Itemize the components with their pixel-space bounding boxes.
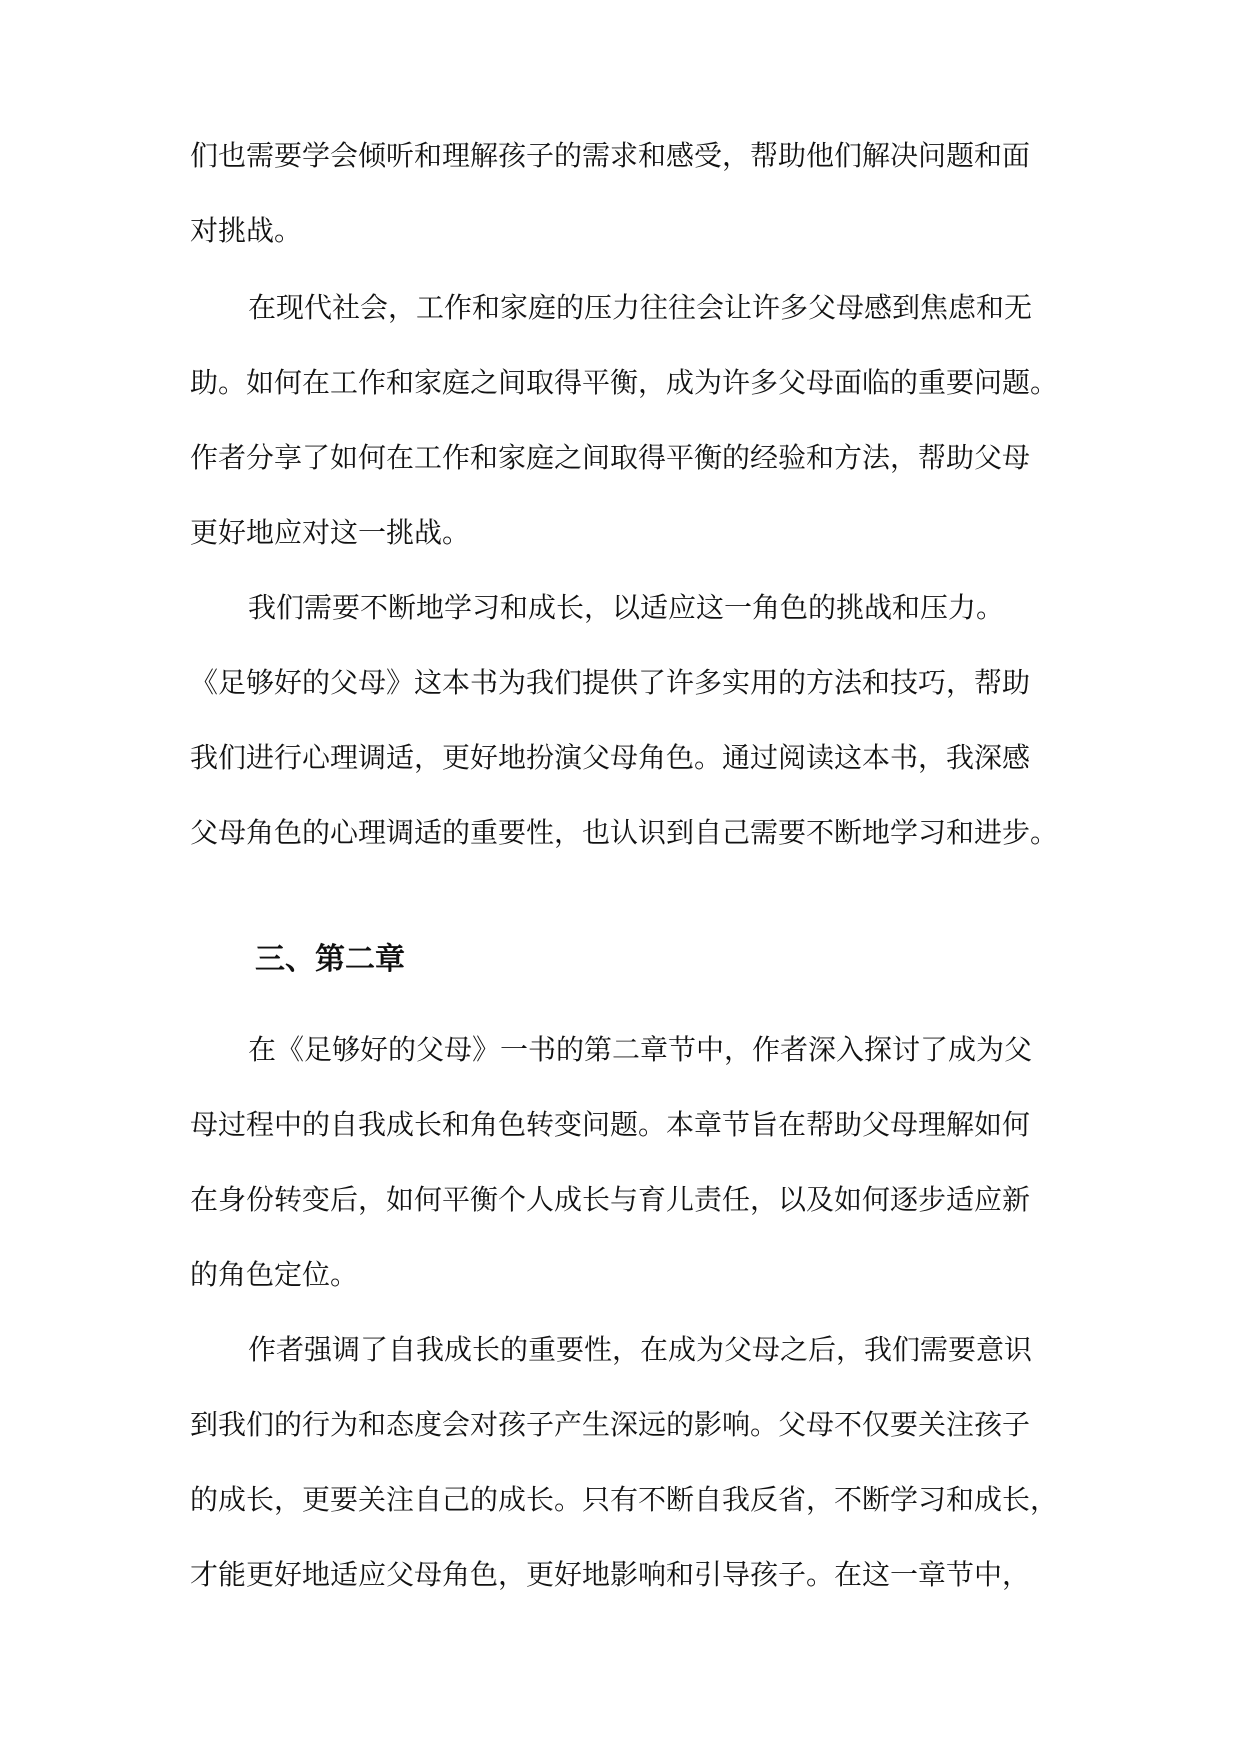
text-line: 的角色定位。 <box>190 1258 359 1291</box>
text-line: 作者强调了自我成长的重要性，在成为父母之后，我们需要意识 <box>248 1333 1033 1366</box>
paragraph-continuous-learning <box>190 570 1060 870</box>
text-line: 母过程中的自我成长和角色转变问题。本章节旨在帮助父母理解如何 <box>190 1108 1031 1141</box>
text-line: 《足够好的父母》这本书为我们提供了许多实用的方法和技巧，帮助 <box>190 666 1031 699</box>
text-line: 父母角色的心理调适的重要性，也认识到自己需要不断地学习和进步。 <box>190 816 1059 849</box>
text-line: 的成长，更要关注自己的成长。只有不断自我反省，不断学习和成长， <box>190 1483 1059 1516</box>
text-line: 在《足够好的父母》一书的第二章节中，作者深入探讨了成为父 <box>248 1033 1033 1066</box>
text-line: 我们进行心理调适，更好地扮演父母角色。通过阅读这本书，我深感 <box>190 741 1031 774</box>
text-line: 在身份转变后，如何平衡个人成长与育儿责任，以及如何逐步适应新 <box>190 1183 1031 1216</box>
text-line: 到我们的行为和态度会对孩子产生深远的影响。父母不仅要关注孩子 <box>190 1408 1031 1441</box>
text-line: 才能更好地适应父母角色，更好地影响和引导孩子。在这一章节中， <box>190 1558 1031 1591</box>
paragraph-chapter-two-intro <box>190 1012 1060 1312</box>
text-line: 对挑战。 <box>190 214 303 247</box>
paragraph-work-family-balance <box>190 270 1060 570</box>
paragraph-self-growth <box>190 1312 1060 1612</box>
text-line: 我们需要不断地学习和成长，以适应这一角色的挑战和压力。 <box>248 591 1005 624</box>
text-line: 们也需要学会倾听和理解孩子的需求和感受，帮助他们解决问题和面 <box>190 139 1031 172</box>
text-line: 作者分享了如何在工作和家庭之间取得平衡的经验和方法，帮助父母 <box>190 441 1031 474</box>
text-line: 更好地应对这一挑战。 <box>190 516 471 549</box>
section-heading: 三、第二章 <box>255 942 405 977</box>
text-line: 在现代社会，工作和家庭的压力往往会让许多父母感到焦虑和无 <box>248 291 1033 324</box>
text-line: 助。如何在工作和家庭之间取得平衡，成为许多父母面临的重要问题。 <box>190 366 1059 399</box>
paragraph-continuation <box>190 118 1060 268</box>
